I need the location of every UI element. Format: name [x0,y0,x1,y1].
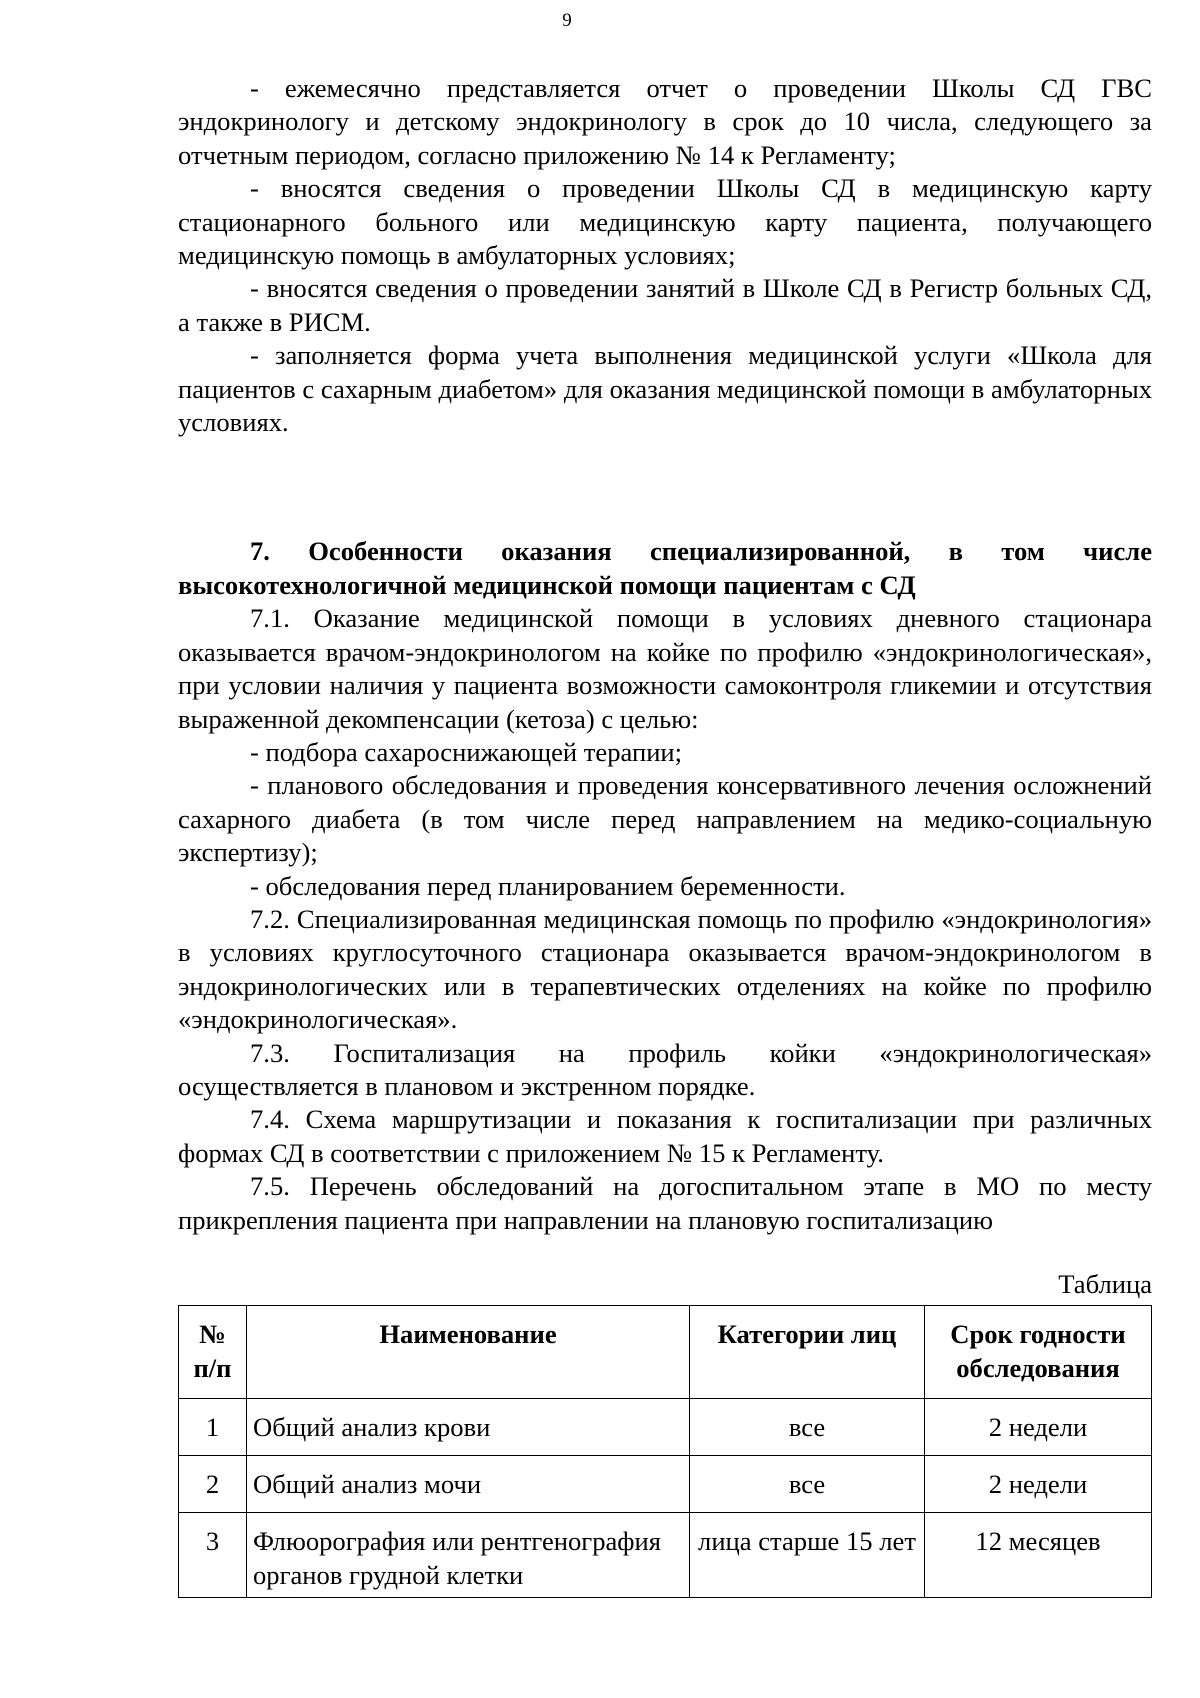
cell-category: все [690,1399,925,1456]
table-caption: Таблица [1058,1269,1152,1299]
paragraph-7-5: 7.5. Перечень обследований на догоспитальном этапе в МО по месту прикрепления пациента при направлении на плановую госпитализацию [178,1171,1152,1235]
document-body [178,72,1152,1598]
paragraph-therapy: - подбора сахароснижающей терапии; [250,736,683,767]
paragraph-report: - ежемесячно представляется отчет о проведении Школы СД ГВС эндокринологу и детскому эндокринологу в срок до 10 числа, следующего за отчетным периодом, согласно приложению № 14 к Регламенту; [178,73,1152,170]
cell-term: 2 недели [925,1399,1152,1456]
cell-term: 12 месяцев [925,1513,1152,1598]
cell-name: Общий анализ мочи [247,1456,690,1513]
cell-num: 2 [179,1456,247,1513]
header-category: Категории лиц [690,1306,925,1399]
paragraph-7-4: 7.4. Схема маршрутизации и показания к госпитализации при различных формах СД в соответствии с приложением № 15 к Регламенту. [178,1104,1152,1168]
paragraph-7-3: 7.3. Госпитализация на профиль койки «эндокринологическая» осуществляется в плановом и экстренном порядке. [178,1037,1152,1101]
cell-name: Общий анализ крови [247,1399,690,1456]
paragraph-7-2: 7.2. Специализированная медицинская помощь по профилю «эндокринология» в условиях круглосуточного стационара оказывается врачом-эндокринологом в эндокринологических или в терапевтических отделениях на койке по профилю «эндокринологическая». [178,903,1152,1035]
cell-category: все [690,1456,925,1513]
section-spacer [178,439,1152,535]
cell-num: 3 [179,1513,247,1598]
paragraph-register: - вносятся сведения о проведении занятий в Школе СД в Регистр больных СД, а также в РИСМ. [178,273,1152,337]
table-row [179,1399,1152,1456]
examination-table [178,1305,1152,1598]
header-term: Срок годности обследования [925,1306,1152,1399]
header-num: № п/п [179,1306,247,1399]
section-heading: 7. Особенности оказания специализированной, в том числе высокотехнологичной медицинской помощи пациентам с СД [178,536,1152,600]
paragraph-examination: - планового обследования и проведения консервативного лечения осложнений сахарного диабета (в том числе перед направлением на медико-социальную экспертизу); [178,770,1152,868]
cell-term: 2 недели [925,1456,1152,1513]
table-row [179,1456,1152,1513]
paragraph-7-1: 7.1. Оказание медицинской помощи в условиях дневного стационара оказывается врачом-эндокринологом на койке по профилю «эндокринологическая», при условии наличия у пациента возможности самоконтроля гликемии и отсутствия выраженной декомпенсации (кетоза) с целью: [178,603,1152,734]
cell-num: 1 [179,1399,247,1456]
table-row [179,1513,1152,1598]
table-header-row [179,1306,1152,1399]
cell-category: лица старше 15 лет [690,1513,925,1598]
paragraph-medical-card: - вносятся сведения о проведении Школы СД в медицинскую карту стационарного больного или медицинскую карту пациента, получающего медицинскую помощь в амбулаторных условиях; [178,173,1152,271]
paragraph-pregnancy: - обследования перед планированием беременности. [250,870,846,901]
header-name: Наименование [247,1306,690,1399]
cell-name: Флюорография или рентгенография органов грудной клетки [247,1513,690,1598]
page-number: 9 [562,10,572,31]
paragraph-form: - заполняется форма учета выполнения медицинской услуги «Школа для пациентов с сахарным диабетом» для оказания медицинской помощи в амбулаторных условиях. [178,340,1152,438]
